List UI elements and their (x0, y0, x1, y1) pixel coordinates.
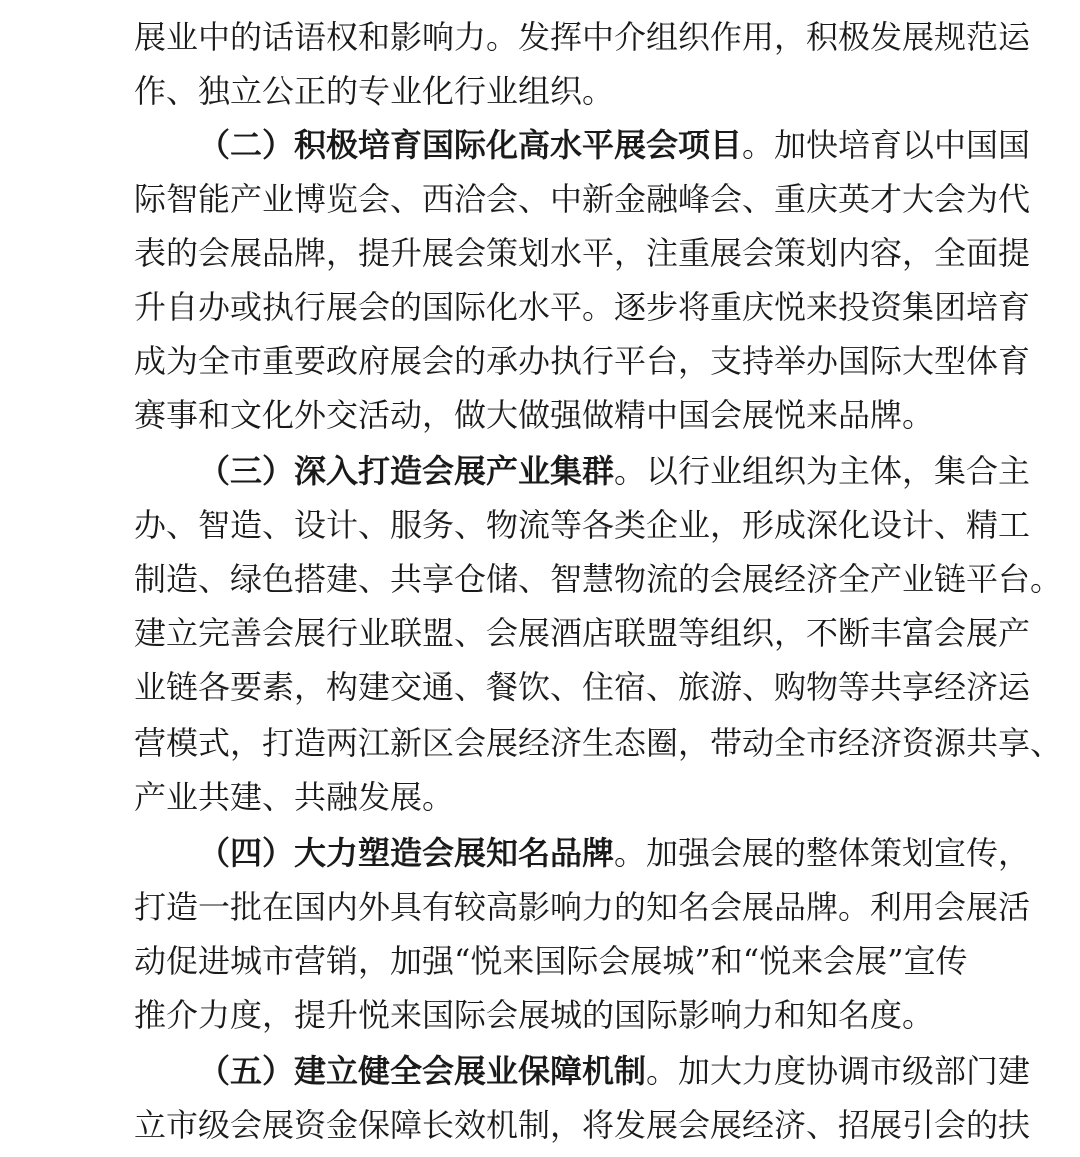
text-line (134, 716, 1063, 770)
section-heading: （二）积极培育国际化高水平展会项目 (198, 126, 743, 164)
line-text: 成为全市重要政府展会的承办执行平台，支持举办国际大型体育 (134, 342, 1031, 380)
line-text: 办、智造、设计、服务、物流等各类企业，形成深化设计、精工 (134, 506, 1031, 544)
text-line (134, 770, 934, 824)
text-line (134, 606, 1031, 660)
text-line (134, 226, 1031, 280)
text-line (134, 280, 1031, 334)
section-heading-line (134, 118, 1031, 172)
text-line (134, 388, 934, 442)
line-text: 升自办或执行展会的国际化水平。逐步将重庆悦来投资集团培育 (134, 288, 1031, 326)
section-heading: （五）建立健全会展业保障机制 (198, 1052, 647, 1090)
line-text: 。加大力度协调市级部门建 (646, 1052, 1031, 1090)
text-line (134, 660, 1031, 714)
line-text: 打造一批在国内外具有较高影响力的知名会展品牌。利用会展活 (134, 888, 1031, 926)
line-text: 。加强会展的整体策划宣传， (614, 834, 1031, 872)
line-text: 建立完善会展行业联盟、会展酒店联盟等组织，不断丰富会展产 (134, 614, 1031, 652)
line-text: 产业共建、共融发展。 (134, 778, 455, 816)
text-line (134, 64, 934, 118)
text-line (134, 988, 934, 1042)
line-text: 推介力度，提升悦来国际会展城的国际影响力和知名度。 (134, 996, 935, 1034)
section-heading: （三）深入打造会展产业集群 (198, 452, 615, 490)
section-heading-line (134, 444, 1031, 498)
line-text: 。以行业组织为主体，集合主 (614, 452, 1031, 490)
line-text: 展业中的话语权和影响力。发挥中介组织作用，积极发展规范运 (134, 18, 1031, 56)
line-text: 制造、绿色搭建、共享仓储、智慧物流的会展经济全产业链平台。 (134, 560, 1063, 598)
line-text: 。加快培育以中国国 (742, 126, 1031, 164)
text-line (134, 10, 1031, 64)
line-text: 际智能产业博览会、西洽会、中新金融峰会、重庆英才大会为代 (134, 180, 1031, 218)
line-text: 赛事和文化外交活动，做大做强做精中国会展悦来品牌。 (134, 396, 935, 434)
section-heading: （四）大力塑造会展知名品牌 (198, 834, 615, 872)
line-text: 作、独立公正的专业化行业组织。 (134, 72, 615, 110)
text-line (134, 552, 1063, 606)
line-text: 表的会展品牌，提升展会策划水平，注重展会策划内容，全面提 (134, 234, 1031, 272)
text-line (134, 334, 1031, 388)
line-text: 立市级会展资金保障长效机制，将发展会展经济、招展引会的扶 (134, 1106, 1031, 1144)
text-line (134, 934, 968, 988)
section-heading-line (134, 1044, 1031, 1098)
text-line (134, 498, 1031, 552)
line-text: 业链各要素，构建交通、餐饮、住宿、旅游、购物等共享经济运 (134, 668, 1031, 706)
section-heading-line (134, 826, 1031, 880)
line-text: 动促进城市营销，加强“悦来国际会展城”和“悦来会展”宣传 (134, 942, 968, 980)
text-line (134, 880, 1031, 934)
text-line (134, 1098, 1031, 1152)
text-line (134, 172, 1031, 226)
line-text: 营模式，打造两江新区会展经济生态圈，带动全市经济资源共享、 (134, 724, 1063, 762)
